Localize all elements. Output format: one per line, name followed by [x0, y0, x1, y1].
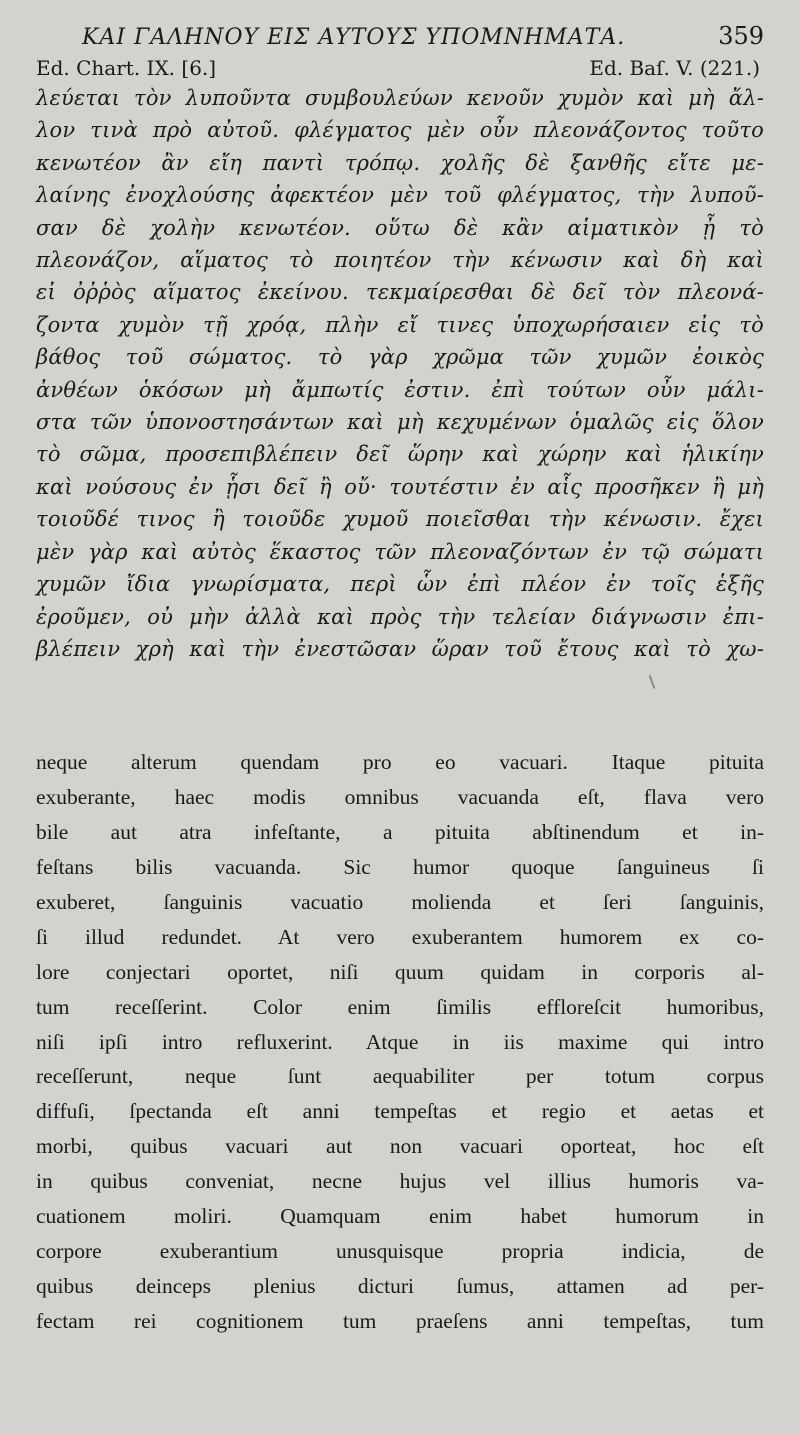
latin-text-line: ſi illud redundet. At vero exuberantem humorem ex co-: [36, 924, 764, 949]
latin-text-line: bile aut atra infeſtante, a pituita abſtinendum et in-: [36, 820, 764, 845]
greek-text-line: χυμῶν ἴδια γνωρίσματα, περὶ ὧν ἐπὶ πλέον ἐν τοῖς ἑξῆς: [36, 572, 764, 597]
latin-text-line: exuberante, haec modis omnibus vacuanda eſt, flava vero: [36, 785, 764, 810]
greek-text-line: σαν δὲ χολὴν κενωτέον. οὕτω δὲ κἂν αἱματικὸν ᾖ τὸ: [36, 215, 764, 240]
running-head: [36, 22, 764, 50]
greek-text-line: λαίνης ἐνοχλούσης ἀφεκτέον μὲν τοῦ φλέγματος, τὴν λυποῦ-: [36, 183, 764, 208]
latin-text-line: quibus deinceps plenius dicturi ſumus, attamen ad per-: [36, 1273, 764, 1298]
latin-text-line: feſtans bilis vacuanda. Sic humor quoque ſanguineus ſi: [36, 855, 764, 880]
greek-text-line: τοιοῦδέ τινος ἢ τοιοῦδε χυμοῦ ποιεῖσθαι τὴν κένωσιν. ἔχει: [36, 507, 764, 532]
stray-mark: [649, 675, 656, 689]
greek-text-line: εἰ ὀῤῥὸς αἵματος ἐκείνου. τεκμαίρεσθαι δὲ δεῖ τὸν πλεονά-: [36, 280, 764, 305]
greek-text-line: ζοντα χυμὸν τῇ χρόᾳ, πλὴν εἴ τινες ὑποχωρήσαιεν εἰς τὸ: [36, 312, 764, 337]
greek-text-line: πλεονάζον, αἵματος τὸ ποιητέον τὴν κένωσιν καὶ δὴ καὶ: [36, 248, 764, 273]
edition-basel-ref: Ed. Baſ. V. (221.): [589, 56, 760, 80]
latin-text-line: tum receſſerint. Color enim ſimilis effloreſcit humoribus,: [36, 994, 764, 1019]
latin-text-line: niſi ipſi intro refluxerint. Atque in iis maxime qui intro: [36, 1029, 764, 1054]
column-separator: [36, 665, 764, 745]
greek-text-line: μὲν γὰρ καὶ αὐτὸς ἕκαστος τῶν πλεοναζόντων ἐν τῷ σώματι: [36, 539, 764, 564]
edition-chartier-ref: Ed. Chart. IX. [6.]: [36, 56, 217, 80]
latin-text-line: morbi, quibus vacuari aut non vacuari oporteat, hoc eſt: [36, 1134, 764, 1159]
running-title: ΚΑΙ ΓΑΛΗΝΟΥ ΕΙΣ ΑΥΤΟΥΣ ΥΠΟΜΝΗΜΑΤΑ.: [82, 25, 626, 50]
latin-text-line: diffuſi, ſpectanda eſt anni tempeſtas et regio et aetas et: [36, 1099, 764, 1124]
latin-text-line: receſſerunt, neque ſunt aequabiliter per totum corpus: [36, 1064, 764, 1089]
latin-text-line: lore conjectari oportet, niſi quum quidam in corporis al-: [36, 959, 764, 984]
latin-text-line: exuberet, ſanguinis vacuatio molienda et ſeri ſanguinis,: [36, 889, 764, 914]
greek-text-line: στα τῶν ὑπονοστησάντων καὶ μὴ κεχυμένων ὁμαλῶς εἰς ὅλον: [36, 410, 764, 435]
latin-text-line: neque alterum quendam pro eo vacuari. Itaque pituita: [36, 750, 764, 775]
greek-text-line: λεύεται τὸν λυποῦντα συμβουλεύων κενοῦν χυμὸν καὶ μὴ ἄλ-: [36, 86, 764, 110]
latin-text-line: cuationem moliri. Quamquam enim habet humorum in: [36, 1204, 764, 1229]
latin-text-block: [36, 745, 764, 1338]
greek-text-line: βλέπειν χρὴ καὶ τὴν ἐνεστῶσαν ὥραν τοῦ ἔτους καὶ τὸ χω-: [36, 636, 764, 661]
greek-text-line: καὶ νούσους ἐν ᾗσι δεῖ ἢ οὔ· τουτέστιν ἐν αἷς προσῆκεν ἢ μὴ: [36, 474, 764, 499]
page-number: 359: [718, 22, 764, 50]
greek-text-line: ἀνθέων ὁκόσων μὴ ἄμπωτίς ἐστιν. ἐπὶ τούτων οὖν μάλι-: [36, 377, 764, 402]
greek-text-block: [36, 82, 764, 665]
greek-text-line: λον τινὰ πρὸ αὐτοῦ. φλέγματος μὲν οὖν πλεονάζοντος τοῦτο: [36, 118, 764, 143]
latin-text-line: in quibus conveniat, necne hujus vel illius humoris va-: [36, 1169, 764, 1194]
latin-text-line: corpore exuberantium unusquisque propria indicia, de: [36, 1239, 764, 1263]
greek-text-line: ἐροῦμεν, οὐ μὴν ἀλλὰ καὶ πρὸς τὴν τελείαν διάγνωσιν ἐπι-: [36, 604, 764, 629]
greek-text-line: βάθος τοῦ σώματος. τὸ γὰρ χρῶμα τῶν χυμῶν ἐοικὸς: [36, 345, 764, 370]
greek-text-line: κενωτέον ἂν εἴη παντὶ τρόπῳ. χολῆς δὲ ξανθῆς εἴτε με-: [36, 150, 764, 175]
edition-reference-row: [36, 56, 764, 80]
greek-text-line: τὸ σῶμα, προσεπιβλέπειν δεῖ ὥρην καὶ χώρην καὶ ἡλικίην: [36, 442, 764, 467]
latin-text-line: fectam rei cognitionem tum praeſens anni tempeſtas, tum: [36, 1308, 764, 1333]
